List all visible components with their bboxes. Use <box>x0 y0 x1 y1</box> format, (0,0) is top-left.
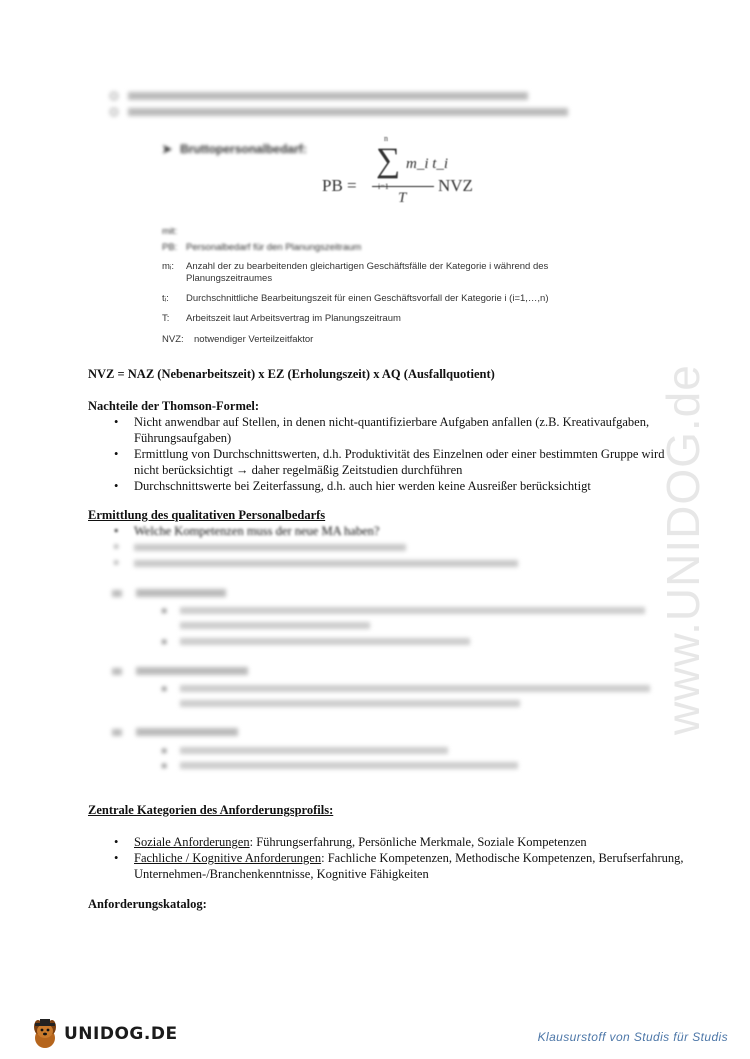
nvz-definition: NVZ = NAZ (Nebenarbeitszeit) x EZ (Erholungszeit) x AQ (Ausfallquotient) <box>88 367 495 381</box>
thomson-list <box>88 414 688 494</box>
logo-wordmark: UNIDOG.DE <box>64 1024 178 1044</box>
qualitativ-heading: Ermittlung des qualitativen Personalbedarfs <box>88 508 326 522</box>
formula-denominator: T <box>398 190 407 206</box>
legend-item: mᵢ: Anzahl der zu bearbeitenden gleichartigen Geschäftsfälle der Kategorie i während des Planungszeitraumes <box>162 261 549 284</box>
sum-upper-limit: n <box>384 134 388 143</box>
list-item: • Welche Kompetenzen muss der neue MA haben? <box>134 523 379 539</box>
blurred-line <box>180 617 370 633</box>
zentrale-heading: Zentrale Kategorien des Anforderungsprofils: <box>88 803 334 817</box>
arrow-bullet-icon: ➤ <box>162 142 173 156</box>
formula-title: ➤ Bruttopersonalbedarf: <box>162 142 307 156</box>
blurred-line <box>134 539 406 555</box>
blurred-line <box>180 633 470 649</box>
dog-mascot-icon <box>30 1018 60 1050</box>
list-item: • Fachliche / Kognitive Anforderungen: Fachliche Kompetenzen, Methodische Kompetenzen, Berufserfahrung, Unternehmen-/Branchenkenntnisse, Kognitive Fähigkeiten <box>88 850 688 882</box>
blurred-bullet-list-top <box>110 88 670 120</box>
list-item: • Ermittlung von Durchschnittswerten, d.h. Produktivität des Einzelnen oder einer bestimmten Gruppe wird nicht berücksichtigt → daher regelmäßig Zeitstudien durchführen <box>88 446 688 478</box>
legend-item: PB: Personalbedarf für den Planungszeitraum <box>162 242 362 253</box>
katalog-heading: Anforderungskatalog: <box>88 897 207 911</box>
watermark: www.UNIDOG.de <box>657 364 709 735</box>
blurred-line <box>180 680 650 696</box>
formula-block <box>162 134 612 350</box>
list-item: • Nicht anwendbar auf Stellen, in denen nicht-quantifizierbare Aufgaben anfallen (z.B. Kreativaufgaben, Führungsaufgaben) <box>88 414 688 446</box>
list-item: • Durchschnittswerte bei Zeiterfassung, d.h. auch hier werden keine Ausreißer berücksichtigt <box>88 478 688 494</box>
blurred-subheading <box>112 585 226 601</box>
blurred-line <box>134 555 518 571</box>
formula-equation <box>322 134 502 220</box>
formula-numerator: m_i t_i <box>406 156 449 172</box>
fraction-bar <box>372 186 434 187</box>
footer-logo[interactable] <box>30 1016 178 1052</box>
sum-symbol: ∑ <box>376 142 401 179</box>
list-item: • Soziale Anforderungen: Führungserfahrung, Persönliche Merkmale, Soziale Kompetenzen <box>88 834 688 850</box>
legend-item: T: Arbeitszeit laut Arbeitsvertrag im Planungszeitraum <box>162 313 401 324</box>
blurred-line <box>180 757 518 773</box>
blurred-line <box>180 695 520 711</box>
legend-item: NVZ: notwendiger Verteilzeitfaktor <box>162 334 314 345</box>
legend-mit: mit: <box>162 226 178 237</box>
formula-factor: NVZ <box>438 176 473 195</box>
footer-tagline: Klausurstoff von Studis für Studis <box>537 1030 728 1044</box>
blurred-subheading <box>112 724 238 740</box>
formula-lhs: PB = <box>322 176 357 195</box>
zentrale-list <box>88 834 688 882</box>
thomson-heading: Nachteile der Thomson-Formel: <box>88 399 260 413</box>
legend-item: tᵢ: Durchschnittliche Bearbeitungszeit für einen Geschäftsvorfall der Kategorie i (i=1,…,n) <box>162 293 549 304</box>
blurred-subheading <box>112 663 248 679</box>
blurred-line <box>180 602 645 618</box>
blurred-line <box>180 742 448 758</box>
